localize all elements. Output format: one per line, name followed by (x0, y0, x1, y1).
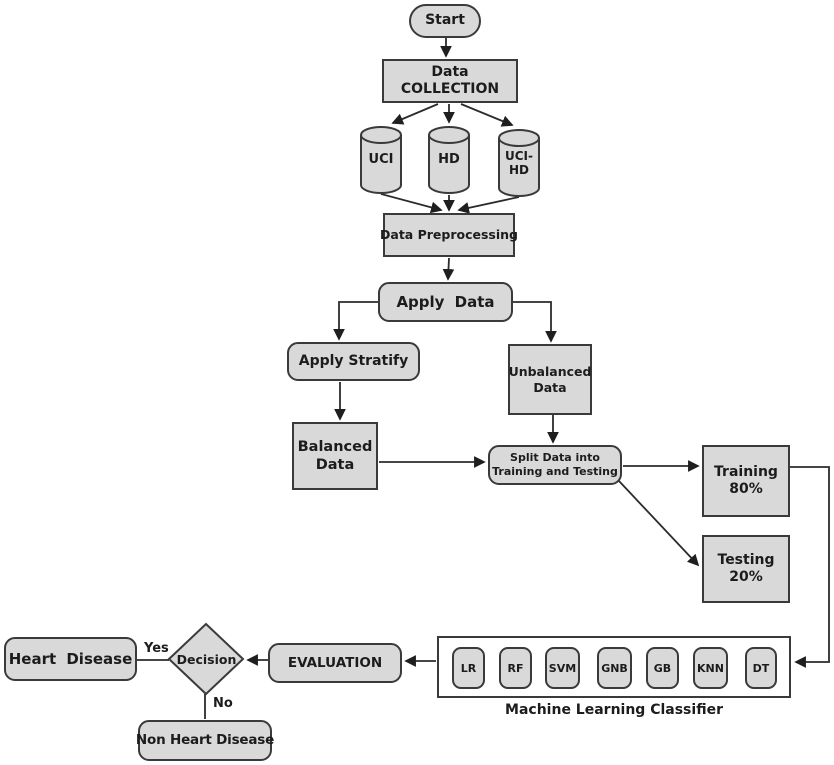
node-evaluation (268, 643, 402, 683)
edge-applydata-unbalanced (513, 302, 551, 341)
node-apply-data (378, 282, 513, 322)
evaluation-label: EVALUATION (287, 654, 383, 671)
edge-label-yes: Yes (144, 641, 169, 656)
classifier-svm (545, 647, 580, 689)
db-uci-hd-line2: HD (508, 163, 529, 177)
classifier-gnb-label: GNB (601, 661, 628, 675)
classifier-gnb (597, 647, 632, 689)
non-heart-disease-label: Non Heart Disease (135, 732, 275, 749)
split-line1: Split Data into (510, 451, 600, 465)
node-balanced-data (292, 422, 378, 490)
node-start (409, 4, 481, 38)
node-unbalanced-data (508, 344, 592, 415)
edge-preprocessing-applydata (448, 258, 449, 279)
data-collection-line2: COLLECTION (400, 81, 500, 97)
apply-data-label: Apply Data (396, 292, 495, 311)
edge-collection-ucihd (461, 104, 512, 125)
edge-label-no: No (213, 696, 233, 711)
classifier-rf-label: RF (507, 661, 524, 675)
classifier-caption: Machine Learning Classifier (505, 702, 723, 718)
classifier-dt-label: DT (752, 661, 770, 675)
node-non-heart-disease (135, 720, 275, 761)
classifier-knn-label: KNN (697, 661, 724, 675)
node-data-collection (382, 59, 518, 103)
training-line1: Training (714, 463, 778, 480)
edge-training-classifiers (790, 467, 829, 662)
db-hd-label: HD (438, 151, 460, 167)
classifier-rf (499, 647, 532, 689)
balanced-line2: Data (315, 457, 355, 473)
training-line2: 80% (729, 481, 763, 497)
start-label: Start (425, 12, 465, 29)
node-testing (702, 535, 790, 603)
testing-line1: Testing (717, 551, 775, 568)
balanced-line1: Balanced (297, 438, 373, 455)
node-training (702, 445, 790, 517)
classifier-gb (646, 647, 679, 689)
decision-label: Decision (176, 652, 237, 667)
node-db-uci-hd (499, 130, 539, 196)
testing-line2: 20% (729, 569, 763, 585)
node-apply-stratify (287, 342, 420, 381)
edge-split-testing (619, 481, 698, 565)
edge-collection-uci (393, 104, 438, 123)
split-line2: Training and Testing (492, 465, 618, 478)
unbalanced-line2: Data (533, 379, 567, 395)
classifier-knn (693, 647, 728, 689)
classifier-gb-label: GB (653, 661, 672, 675)
data-preprocessing-label: Data Preprocessing (380, 227, 518, 243)
classifier-svm-label: SVM (548, 661, 577, 675)
apply-stratify-label: Apply Stratify (298, 352, 409, 369)
db-uci-label: UCI (368, 151, 394, 167)
node-heart-disease (4, 637, 137, 681)
data-collection-line1: Data (431, 63, 469, 80)
edge-ucihd-preprocessing (459, 197, 519, 210)
node-split-data (488, 445, 622, 485)
unbalanced-line1: Unbalanced (508, 363, 592, 379)
node-data-preprocessing (380, 213, 518, 257)
node-db-hd (429, 127, 469, 193)
classifier-lr-label: LR (460, 661, 477, 675)
node-db-uci (361, 127, 401, 193)
edge-uci-preprocessing (381, 194, 441, 210)
edge-applydata-stratify (339, 302, 378, 339)
db-uci-hd-line1: UCI- (505, 148, 533, 163)
classifier-dt (745, 647, 777, 689)
classifier-lr (452, 647, 485, 689)
heart-disease-label: Heart Disease (8, 649, 133, 668)
